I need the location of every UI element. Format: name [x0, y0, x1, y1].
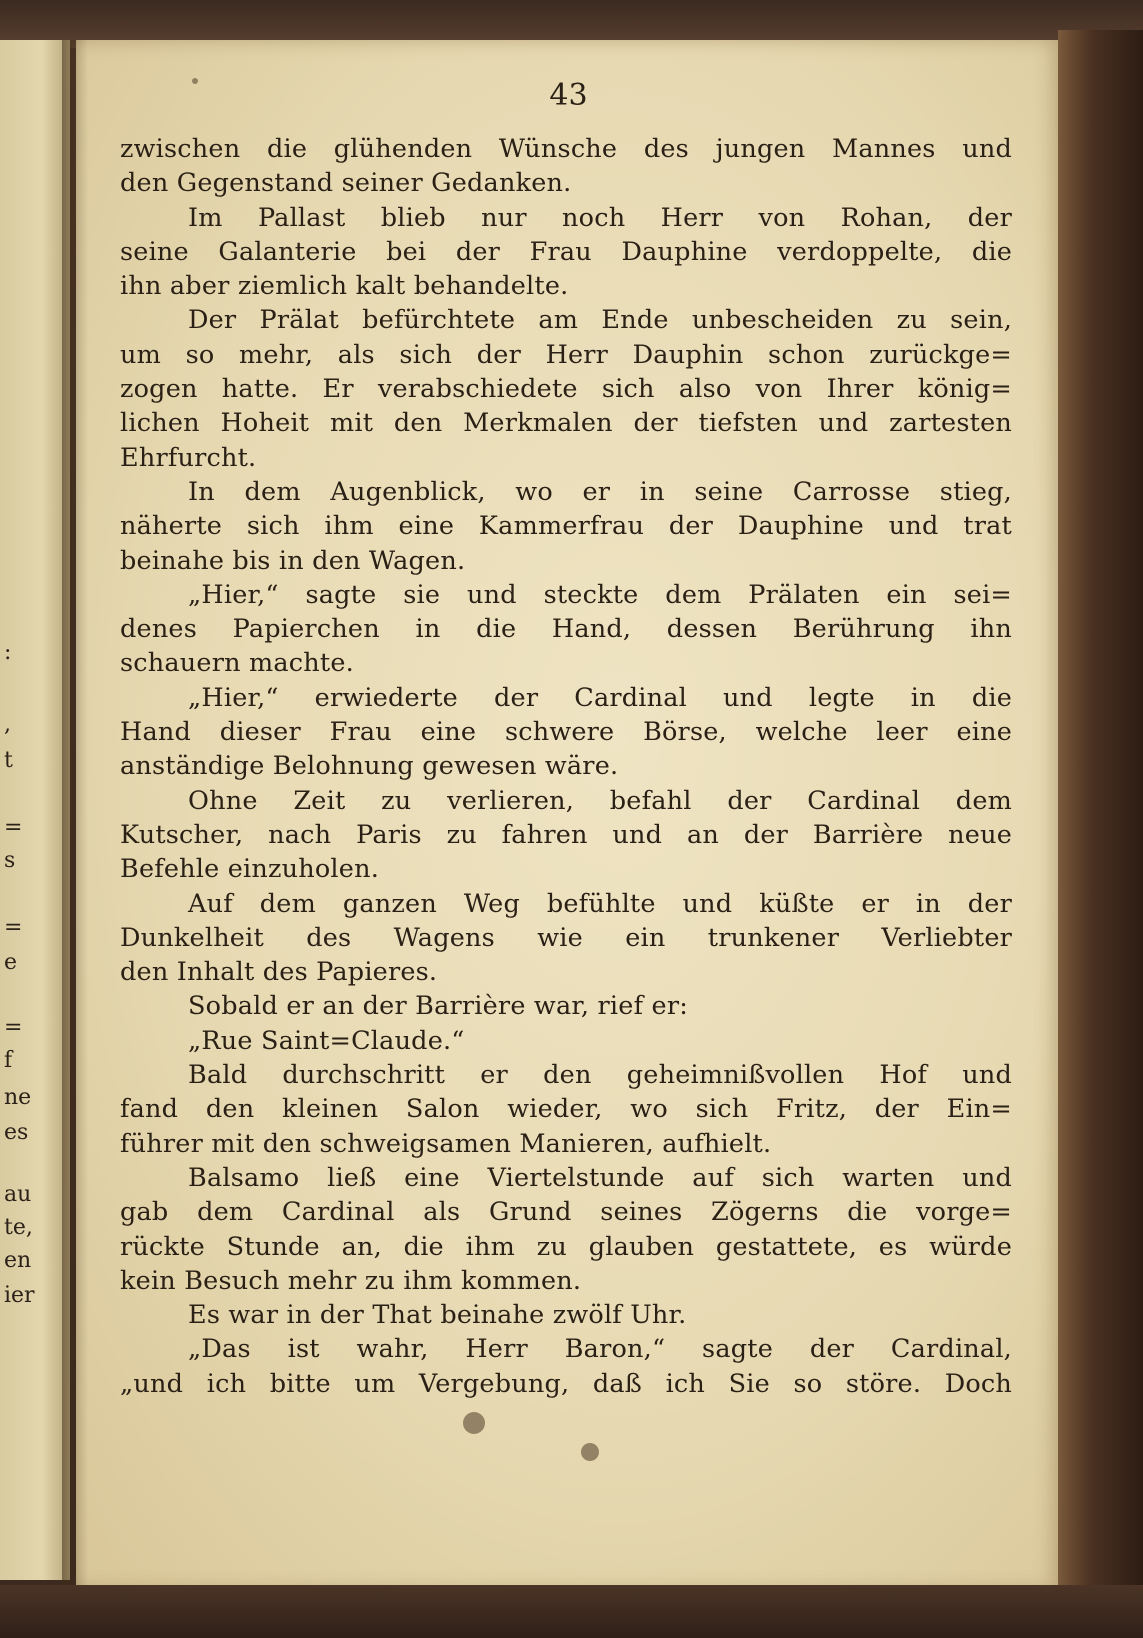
left-page-fragment: au — [4, 1182, 32, 1207]
left-page-fragment: es — [4, 1120, 29, 1145]
text-line: Bald durchschritt er den geheimnißvollen Hof und — [188, 1060, 1012, 1091]
text-line: Hand dieser Frau eine schwere Börse, welche leer eine — [120, 717, 1012, 748]
text-line: Auf dem ganzen Weg befühlte und küßte er in der — [188, 888, 1012, 919]
text-line: Der Prälat befürchtete am Ende unbescheiden zu sein, — [188, 305, 1012, 336]
text-line: Balsamo ließ eine Viertelstunde auf sich warten und — [188, 1162, 1012, 1193]
book-page — [76, 40, 1061, 1590]
left-page-fragment: ier — [4, 1283, 35, 1308]
text-line: gab dem Cardinal als Grund seines Zögerns die vorge= — [120, 1197, 1012, 1228]
left-page-fragment: , — [4, 712, 11, 737]
text-line: Dunkelheit des Wagens wie ein trunkener Verliebter — [120, 922, 1012, 953]
text-line: beinahe bis in den Wagen. — [120, 545, 466, 576]
left-page-fragment: e — [4, 950, 18, 975]
text-line: führer mit den schweigsamen Manieren, aufhielt. — [120, 1128, 772, 1159]
text-line: „Das ist wahr, Herr Baron,“ sagte der Cardinal, — [188, 1334, 1012, 1365]
text-line: den Gegenstand seiner Gedanken. — [120, 168, 572, 199]
left-facing-page — [0, 40, 70, 1580]
text-line: zwischen die glühenden Wünsche des jungen Mannes und — [120, 134, 1012, 164]
text-line: seine Galanterie bei der Frau Dauphine verdoppelte, die — [120, 236, 1012, 267]
text-line: um so mehr, als sich der Herr Dauphin schon zurückge= — [120, 339, 1012, 370]
left-page-fragment: t — [4, 748, 13, 773]
text-line: ihn aber ziemlich kalt behandelte. — [120, 271, 569, 302]
left-page-fragment: s — [4, 848, 16, 873]
text-line: den Inhalt des Papieres. — [120, 957, 438, 988]
text-line: Ehrfurcht. — [120, 442, 257, 473]
stain-spot — [581, 1443, 599, 1461]
text-line: Befehle einzuholen. — [120, 854, 380, 885]
text-line: anständige Belohnung gewesen wäre. — [120, 751, 619, 782]
text-line: In dem Augenblick, wo er in seine Carrosse stieg, — [188, 476, 1012, 507]
page-gutter-shadow — [62, 40, 88, 1585]
text-line: Sobald er an der Barrière war, rief er: — [188, 991, 688, 1022]
text-line: fand den kleinen Salon wieder, wo sich Fritz, der Ein= — [120, 1094, 1012, 1125]
text-line: „und ich bitte um Vergebung, daß ich Sie so störe. Doch — [120, 1368, 1012, 1399]
text-line: Ohne Zeit zu verlieren, befahl der Cardinal dem — [188, 785, 1012, 816]
text-line: Kutscher, nach Paris zu fahren und an der Barrière neue — [120, 819, 1012, 850]
left-page-fragment: = — [4, 915, 23, 940]
text-line: rückte Stunde an, die ihm zu glauben gestattete, es würde — [120, 1231, 1012, 1262]
text-line: lichen Hoheit mit den Merkmalen der tiefsten und zartesten — [120, 408, 1012, 439]
left-page-fragment: f — [4, 1048, 13, 1073]
left-page-fragment: te, — [4, 1215, 33, 1240]
stain-spot — [463, 1412, 485, 1434]
text-line: schauern machte. — [120, 648, 354, 679]
left-page-fragment: = — [4, 815, 23, 840]
book-cover-bottom-edge — [0, 1585, 1143, 1638]
text-line: „Hier,“ sagte sie und steckte dem Prälaten ein sei= — [188, 579, 1012, 610]
text-line: „Rue Saint=Claude.“ — [188, 1025, 465, 1056]
left-page-fragment: ne — [4, 1085, 32, 1110]
left-page-fragment: en — [4, 1248, 32, 1273]
text-line: denes Papierchen in die Hand, dessen Berührung ihn — [120, 614, 1012, 645]
text-line: zogen hatte. Er verabschiedete sich also von Ihrer könig= — [120, 374, 1012, 405]
text-line: Es war in der That beinahe zwölf Uhr. — [188, 1300, 687, 1331]
text-line: „Hier,“ erwiederte der Cardinal und legte in die — [188, 682, 1012, 713]
text-line: näherte sich ihm eine Kammerfrau der Dauphine und trat — [120, 511, 1012, 542]
text-line: kein Besuch mehr zu ihm kommen. — [120, 1265, 582, 1296]
left-page-fragment: = — [4, 1015, 23, 1040]
left-page-fragment: : — [4, 640, 12, 665]
stain-spot — [192, 78, 198, 84]
page-number: 43 — [549, 78, 588, 113]
page-text-block — [120, 132, 1012, 1401]
text-line: Im Pallast blieb nur noch Herr von Rohan, der — [188, 202, 1012, 233]
book-cover-right-edge — [1058, 30, 1143, 1620]
